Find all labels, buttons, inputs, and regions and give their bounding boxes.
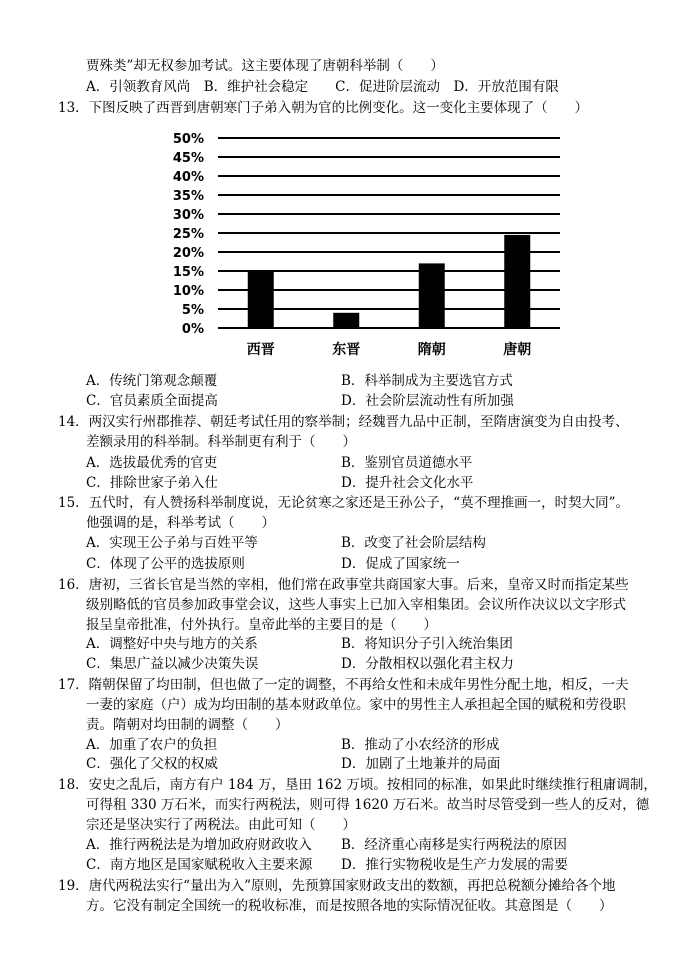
q17-option-c: C．强化了父权的权威	[86, 756, 218, 772]
y-tick-label: 40%	[172, 170, 204, 185]
x-category-label: 唐朝	[503, 342, 532, 358]
chart-x-labels	[247, 341, 532, 358]
bar	[248, 271, 274, 328]
q15-option-c: C．体现了公平的选拔原则	[86, 556, 245, 572]
q18-option-a: A．推行两税法是为增加政府财政收入	[86, 837, 312, 853]
q16-stem-line3: 报呈皇帝批准，付外执行。皇帝此举的主要目的是（ ）	[86, 617, 437, 633]
x-category-label: 西晋	[246, 342, 275, 358]
q14-option-a: A．选拔最优秀的官吏	[86, 455, 218, 471]
q17-option-b: B．推动了小农经济的形成	[341, 737, 500, 753]
q16-option-a: A．调整好中央与地方的关系	[86, 636, 258, 652]
q18-option-d: D．推行实物税收是生产力发展的需要	[341, 857, 568, 873]
q13-option-b: B．科举制成为主要选官方式	[341, 373, 513, 389]
q17-option-d: D．加剧了土地兼并的局面	[341, 756, 501, 772]
q16-option-d: D．分散相权以强化君主权力	[341, 656, 514, 672]
y-tick-label: 35%	[172, 189, 204, 204]
q15-option-a: A．实现王公子弟与百姓平等	[86, 535, 258, 551]
bar	[419, 263, 445, 328]
q13-option-c: C．官员素质全面提高	[86, 393, 218, 409]
q17-option-a: A．加重了农户的负担	[86, 737, 218, 753]
q17-stem-line3: 责。隋朝对均田制的调整（ ）	[86, 717, 289, 733]
bar	[333, 313, 359, 328]
q13-option-d: D．社会阶层流动性有所加强	[341, 393, 514, 409]
y-tick-label: 5%	[181, 303, 204, 318]
chart-y-ticks	[173, 132, 204, 337]
q15-option-b: B．改变了社会阶层结构	[341, 535, 486, 551]
chart-bars	[248, 235, 531, 328]
q19-stem-line1: 19．唐代两税法实行“量出为入”原则，先预算国家财政支出的数额，再把总税额分摊给各个地	[58, 878, 616, 894]
q15-option-d: D．促成了国家统一	[341, 556, 460, 572]
q15-stem-line2: 他强调的是，科举考试（ ）	[86, 515, 275, 531]
y-tick-label: 45%	[172, 151, 204, 166]
q14-option-b: B．鉴别官员道德水平	[341, 455, 473, 471]
bar-chart	[170, 126, 570, 362]
q17-stem-line2: 一妻的家庭（户）成为均田制的基本财政单位。家中的男性主人承担起全国的赋税和劳役职	[86, 697, 626, 713]
q18-stem-line2: 可得租 330 万石米，而实行两税法，则可得 1620 万石米。故当时尽管受到一些人的反对，德	[86, 797, 650, 813]
y-tick-label: 15%	[172, 265, 204, 280]
q14-option-d: D．提升社会文化水平	[341, 475, 474, 491]
q16-option-b: B．将知识分子引入统治集团	[341, 636, 513, 652]
q18-stem-line1: 18．安史之乱后，南方有户 184 万，垦田 162 万顷。按相同的标准，如果此时继续推行租庸调制，	[58, 777, 657, 793]
q13-stem: 13．下图反映了西晋到唐朝寒门子弟入朝为官的比例变化。这一变化主要体现了（ ）	[58, 100, 589, 116]
q16-stem-line1: 16．唐初，三省长官是当然的宰相，他们常在政事堂共商国家大事。后来，皇帝又时而指定某些	[58, 577, 629, 593]
q16-stem-line2: 级别略低的官员参加政事堂会议，这些人事实上已加入宰相集团。会议所作决议以文字形式	[86, 597, 626, 613]
q19-stem-line2: 方。它没有制定全国统一的税收标准，而是按照各地的实际情况征收。其意图是（ ）	[86, 898, 613, 914]
y-tick-label: 10%	[172, 284, 204, 299]
q16-option-c: C．集思广益以减少决策失误	[86, 656, 259, 672]
q18-stem-line3: 宗还是坚决实行了两税法。由此可知（ ）	[86, 817, 356, 833]
q14-stem-line1: 14．两汉实行州郡推荐、朝廷考试任用的察举制；经魏晋九品中正制，至隋唐演变为自由投考、	[58, 414, 629, 430]
q14-stem-line2: 差额录用的科举制。科举制更有利于（ ）	[86, 434, 356, 450]
q18-option-b: B．经济重心南移是实行两税法的原因	[341, 837, 567, 853]
q12-options: A．引领教育风尚 B．维护社会稳定 C．促进阶层流动 D．开放范围有限	[86, 79, 559, 95]
q13-option-a: A．传统门第观念颠覆	[86, 373, 218, 389]
q15-stem-line1: 15．五代时，有人赞扬科举制度说，无论贫寒之家还是王孙公子，“莫不理推画一，时契大同”。	[58, 495, 629, 511]
q12-stem-tail: 贾殊类”却无权参加考试。这主要体现了唐朝科举制（ ）	[86, 58, 444, 74]
y-tick-label: 0%	[181, 322, 204, 337]
x-category-label: 隋朝	[417, 342, 446, 358]
x-category-label: 东晋	[332, 342, 361, 358]
q14-option-c: C．排除世家子弟入仕	[86, 475, 218, 491]
y-tick-label: 20%	[172, 246, 204, 261]
y-tick-label: 50%	[172, 132, 204, 147]
q18-option-c: C．南方地区是国家赋税收入主要来源	[86, 857, 313, 873]
bar	[504, 235, 530, 328]
y-tick-label: 25%	[172, 227, 204, 242]
q17-stem-line1: 17．隋朝保留了均田制，但也做了一定的调整，不再给女性和未成年男性分配土地，相反，一夫	[58, 677, 629, 693]
y-tick-label: 30%	[172, 208, 204, 223]
